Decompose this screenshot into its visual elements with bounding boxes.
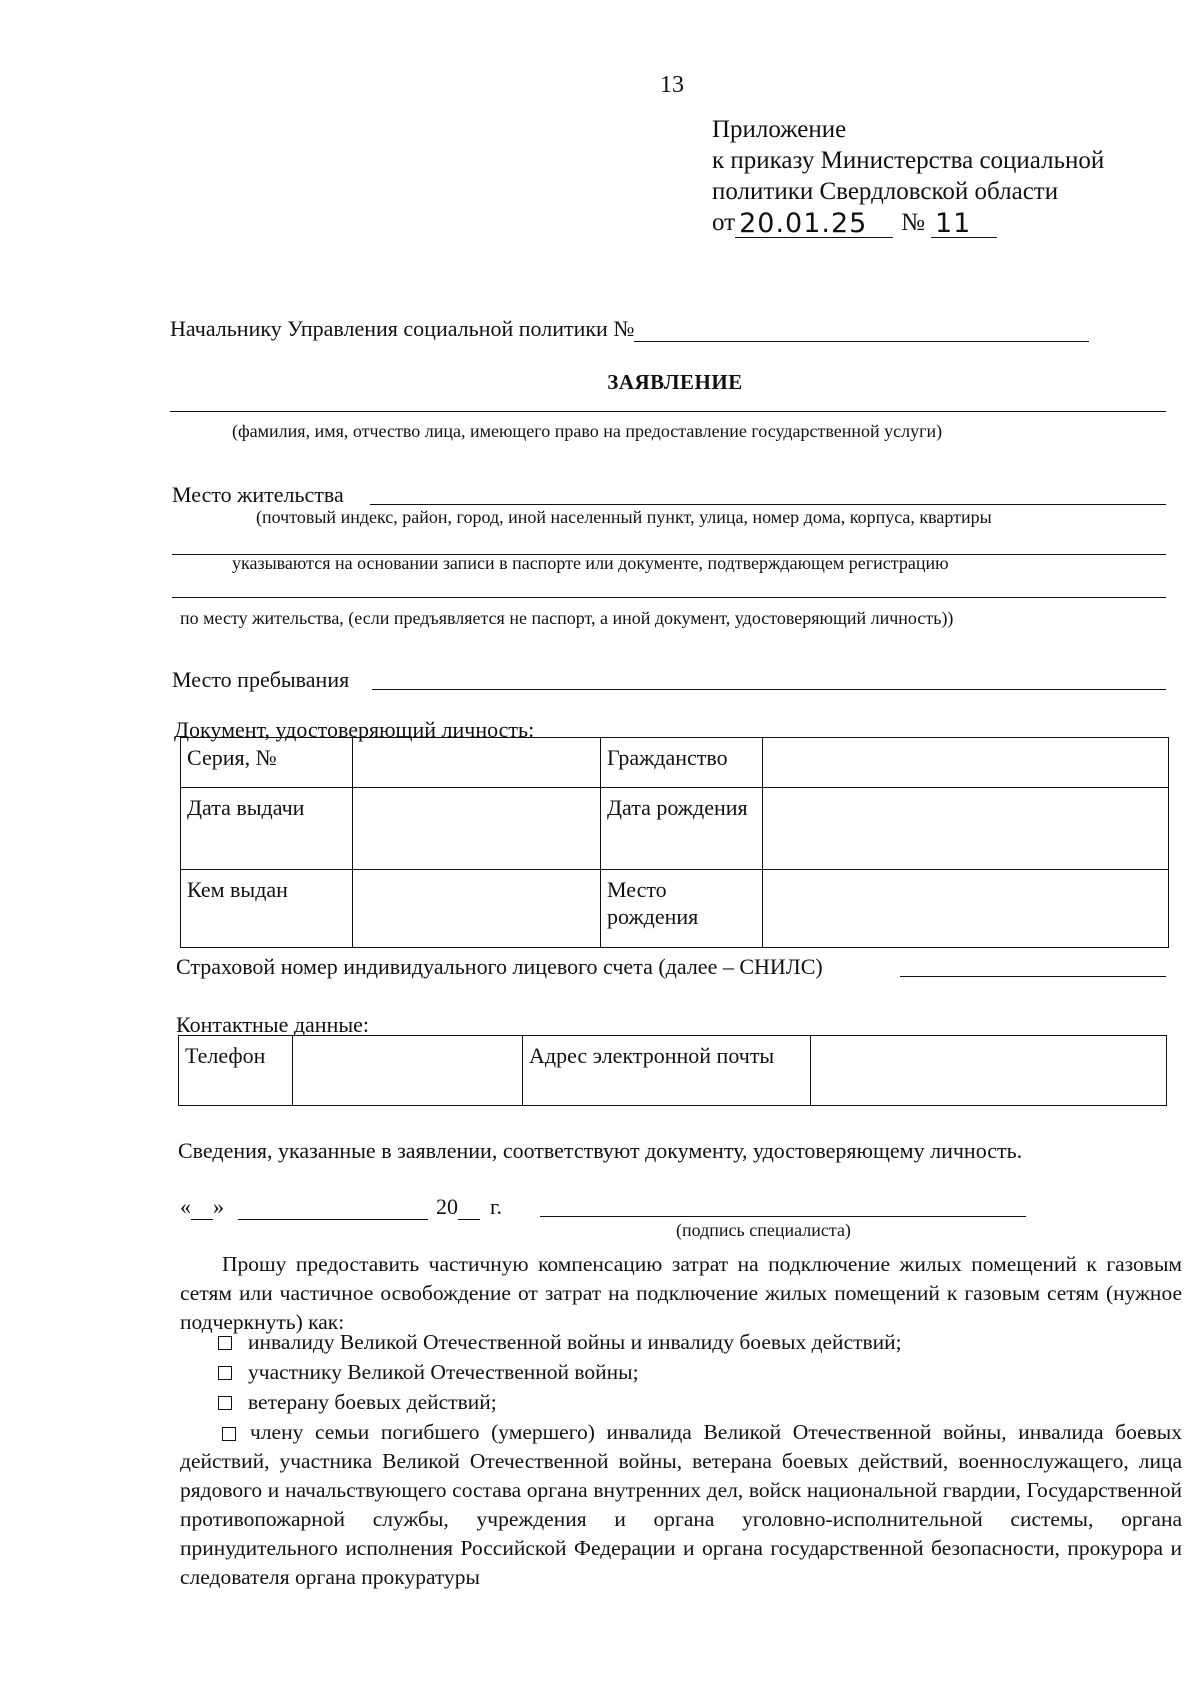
century: 20 [436, 1194, 458, 1219]
checkbox-icon[interactable] [218, 1336, 232, 1350]
identity-doc-table [180, 737, 1169, 948]
checkbox-icon[interactable] [222, 1427, 236, 1441]
email-input[interactable] [811, 1036, 1167, 1106]
date-prefix: от [712, 209, 736, 236]
signature-hint: (подпись специалиста) [676, 1220, 851, 1240]
specialist-signature-field[interactable] [540, 1216, 1026, 1217]
appendix-block [712, 114, 1104, 238]
day-field[interactable] [191, 1218, 213, 1220]
appendix-date-row [712, 207, 1104, 238]
issue-date-input[interactable] [353, 788, 601, 870]
snils-field[interactable] [900, 976, 1166, 977]
date-open-quote: « [180, 1194, 191, 1219]
issue-date-label: Дата выдачи [181, 788, 353, 870]
last-option-text: члену семьи погибшего (умершего) инвалида Великой Отечественной войны, инвалида боевых действий, участника Великой Отечественной войны, ветерана боевых действий, военнослужащего, лица рядового и начальствующего состава органа внутренних дел, войск национальной гвардии, Государственной противопожарной службы, учреждения и органа уголовно-исполнительной системы, органа принудительного исполнения Российской Федерации и органа государственной безопасности, прокурора и следователя органа прокуратуры [180, 1420, 1182, 1589]
residence-hint-1: (почтовый индекс, район, город, иной населенный пункт, улица, номер дома, корпуса, квартиры [256, 507, 992, 527]
identity-doc-label: Документ, удостоверяющий личность: [174, 717, 535, 742]
year-field[interactable] [458, 1218, 480, 1220]
issued-by-input[interactable] [353, 870, 601, 948]
date-close-quote: » [213, 1194, 224, 1219]
phone-label: Телефон [179, 1036, 293, 1106]
request-paragraph: Прошу предоставить частичную компенсацию затрат на подключение жилых помещений к газовым сетям или частичное освобождение от затрат на подключение жилых помещений к газовым сетям (нужное подчеркнуть) как: [180, 1252, 1182, 1334]
option-text: участнику Великой Отечественной войны; [248, 1360, 639, 1384]
contacts-label: Контактные данные: [176, 1012, 369, 1037]
series-label: Серия, № [181, 738, 353, 788]
snils-label: Страховой номер индивидуального лицевого счета (далее – СНИЛС) [176, 954, 823, 979]
birth-date-input[interactable] [763, 788, 1169, 870]
issued-by-label: Кем выдан [181, 870, 353, 948]
addressee-text: Начальнику Управления социальной политики № [170, 316, 635, 341]
handwritten-order-number: 11 [931, 211, 997, 238]
phone-input[interactable] [293, 1036, 523, 1106]
appendix-line-3: политики Свердловской области [712, 178, 1059, 205]
series-input[interactable] [353, 738, 601, 788]
list-item[interactable] [218, 1360, 639, 1385]
number-sign: № [901, 209, 925, 236]
table-row [181, 738, 1169, 788]
appendix-line-1: Приложение [712, 116, 847, 143]
option-text: инвалиду Великой Отечественной войны и инвалиду боевых действий; [248, 1330, 902, 1354]
list-item[interactable] [218, 1390, 497, 1415]
page-number: 13 [660, 72, 684, 98]
table-row [179, 1036, 1167, 1106]
birth-place-input[interactable] [763, 870, 1169, 948]
year-suffix: г. [490, 1194, 503, 1219]
fio-field[interactable] [170, 411, 1166, 412]
checkbox-icon[interactable] [218, 1366, 232, 1380]
citizenship-label: Гражданство [601, 738, 763, 788]
checkbox-icon[interactable] [218, 1396, 232, 1410]
birth-place-label: Место рождения [601, 870, 763, 948]
residence-hint-3: по месту жительства, (если предъявляется не паспорт, а иной документ, удостоверяющий личность)) [180, 608, 954, 628]
table-row [181, 788, 1169, 870]
residence-field-1[interactable] [370, 504, 1166, 505]
birth-date-label: Дата рождения [601, 788, 763, 870]
handwritten-date: 20.01.25 [735, 211, 893, 238]
residence-hint-2: указываются на основании записи в паспорте или документе, подтверждающем регистрацию [232, 553, 949, 573]
email-label: Адрес электронной почты [523, 1036, 811, 1106]
month-field[interactable] [238, 1218, 428, 1220]
option-text: ветерану боевых действий; [248, 1390, 497, 1414]
table-row [181, 870, 1169, 948]
residence-label: Место жительства [172, 482, 344, 507]
list-item[interactable] [218, 1330, 902, 1355]
contacts-table [178, 1035, 1167, 1106]
document-title: ЗАЯВЛЕНИЕ [607, 370, 743, 394]
stay-label: Место пребывания [172, 667, 350, 692]
appendix-line-2: к приказу Министерства социальной [712, 147, 1105, 174]
verification-text: Сведения, указанные в заявлении, соответствуют документу, удостоверяющему личность. [178, 1138, 1023, 1163]
last-option-paragraph [180, 1418, 1182, 1592]
residence-field-3[interactable] [172, 597, 1166, 598]
stay-field[interactable] [372, 689, 1166, 690]
fio-hint: (фамилия, имя, отчество лица, имеющего право на предоставление государственной услуги) [232, 421, 943, 441]
date-line [180, 1194, 502, 1220]
addressee-line [170, 316, 1089, 342]
department-number-field[interactable] [634, 340, 1089, 342]
citizenship-input[interactable] [763, 738, 1169, 788]
